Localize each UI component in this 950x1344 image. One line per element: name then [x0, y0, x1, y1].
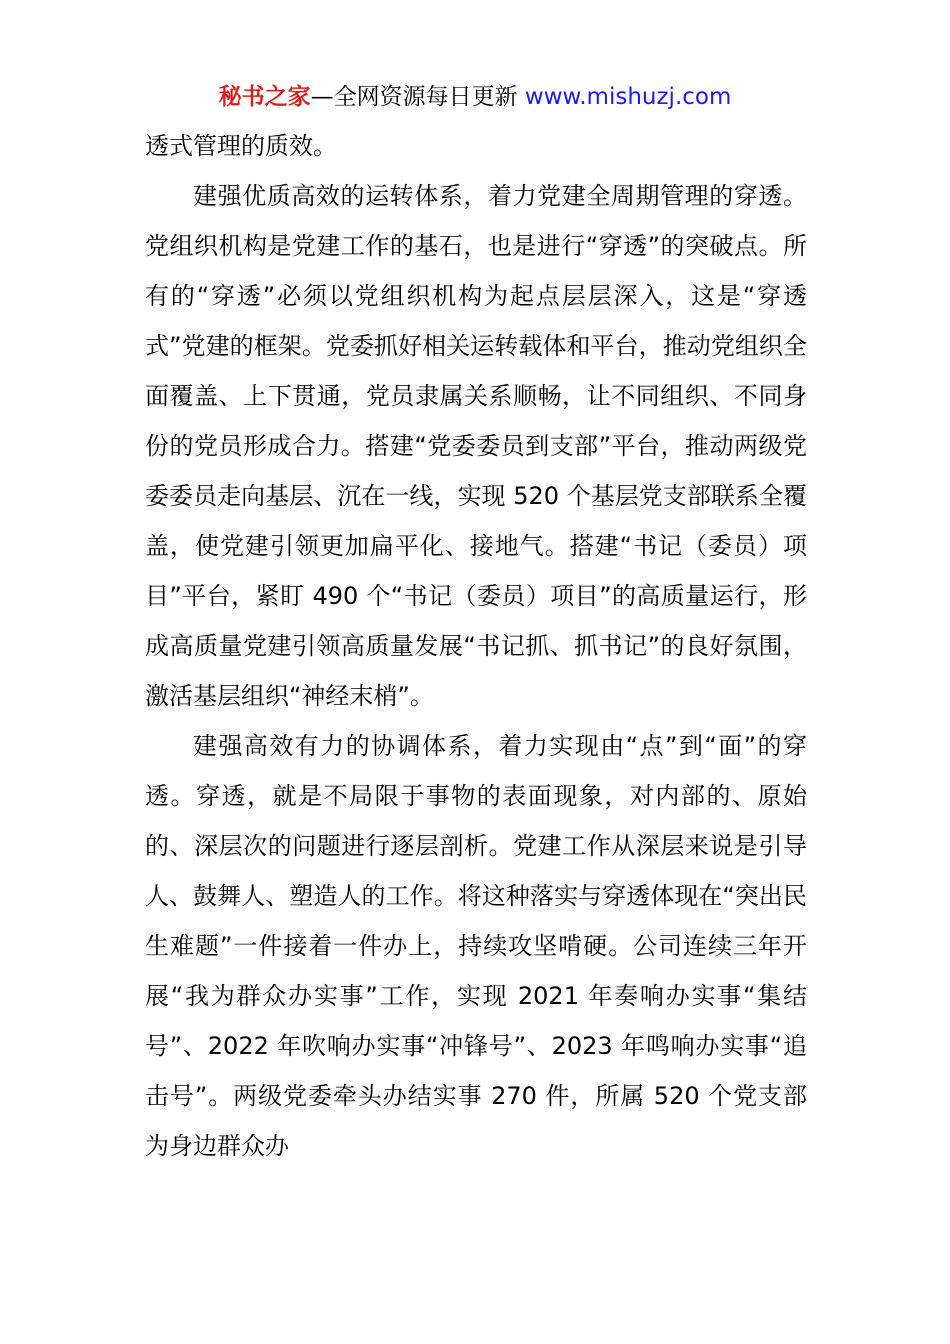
site-url-link[interactable]: www.mishuzj.com — [524, 84, 732, 110]
paragraph-continuation: 透式管理的质效。 — [145, 132, 337, 160]
document-body — [145, 121, 807, 1171]
site-tagline: —全网资源每日更新 — [310, 84, 525, 110]
paragraph-coordination-system: 建强高效有力的协调体系，着力实现由“点”到“面”的穿透。穿透，就是不局限于事物的表面现象，对内部的、原始的、深层次的问题进行逐层剖析。党建工作从深层来说是引导人、鼓舞人、塑造人的工作。将这种落实与穿透体现在“突出民生难题”一件接着一件办上，持续攻坚啃硬。公司连续三年开展“我为群众办实事”工作，实现 2021 年奏响办实事“集结号”、2022 年吹响办实事“冲锋号”、2023 年鸣响办实事“追击号”。两级党委牵头办结实事 270 件，所属 520 个党支部为身边群众办 — [145, 732, 807, 1160]
paragraph-operation-system: 建强优质高效的运转体系，着力党建全周期管理的穿透。党组织机构是党建工作的基石，也是进行“穿透”的突破点。所有的“穿透”必须以党组织机构为起点层层深入，这是“穿透式”党建的框架。党委抓好相关运转载体和平台，推动党组织全面覆盖、上下贯通，党员隶属关系顺畅，让不同组织、不同身份的党员形成合力。搭建“党委委员到支部”平台，推动两级党委委员走向基层、沉在一线，实现 520 个基层党支部联系全覆盖，使党建引领更加扁平化、接地气。搭建“书记（委员）项目”平台，紧盯 490 个“书记（委员）项目”的高质量运行，形成高质量党建引领高质量发展“书记抓、抓书记”的良好氛围，激活基层组织“神经末梢”。 — [145, 182, 807, 710]
site-brand: 秘书之家 — [218, 84, 311, 110]
site-header — [0, 82, 950, 112]
